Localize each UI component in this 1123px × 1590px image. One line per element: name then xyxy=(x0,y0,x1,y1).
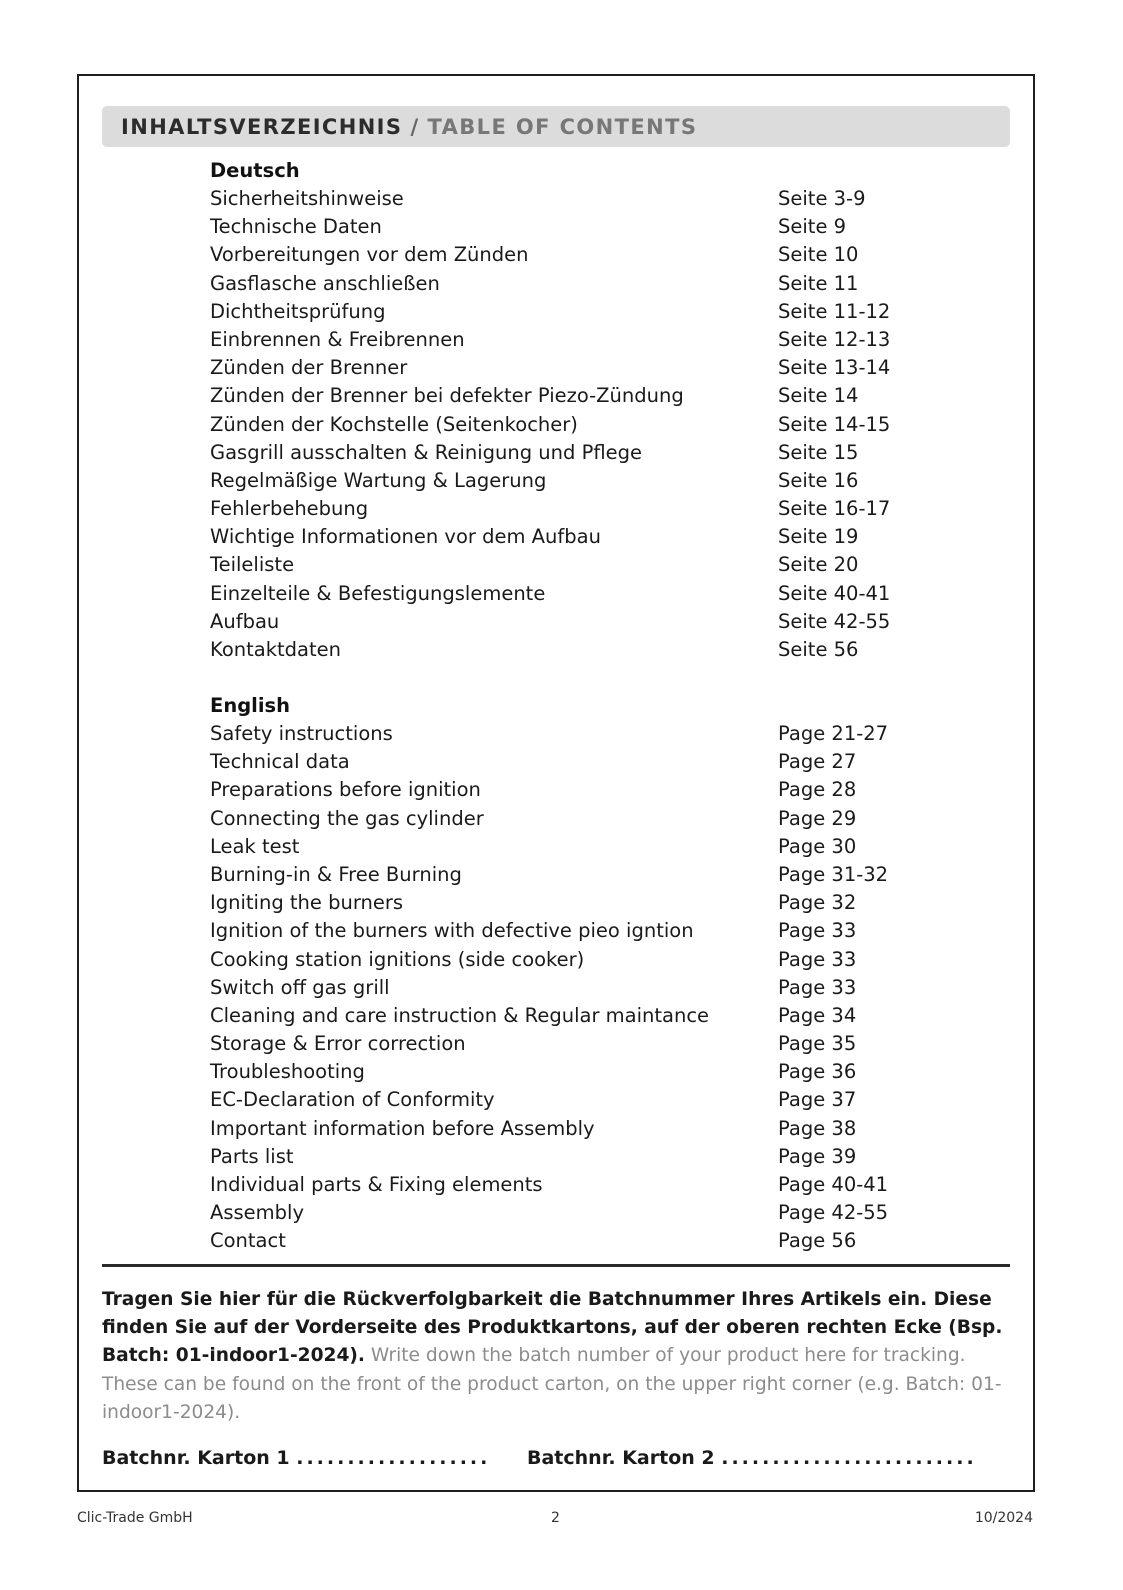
toc-entry-page: Seite 14-15 xyxy=(778,412,891,436)
batch-dots-carton-2: ......................... xyxy=(721,1447,977,1469)
toc-entry-title: Zünden der Brenner xyxy=(210,356,408,380)
toc-entry xyxy=(210,889,910,917)
toc-entry-title: Einbrennen & Freibrennen xyxy=(210,327,465,351)
toc-entry-title: Safety instructions xyxy=(210,722,393,745)
toc-entry-title: Gasflasche anschließen xyxy=(210,271,440,295)
toc-entry xyxy=(210,439,910,467)
toc-title-de: INHALTSVERZEICHNIS xyxy=(121,114,403,139)
toc-entry xyxy=(210,270,910,298)
toc-entry xyxy=(210,1058,910,1086)
toc-title-separator: / xyxy=(410,114,420,139)
toc-entry xyxy=(210,636,910,664)
toc-entry-page: Page 39 xyxy=(778,1144,857,1168)
toc-entry-title: Storage & Error correction xyxy=(210,1032,466,1056)
batch-field-carton-2 xyxy=(527,1444,977,1472)
toc-entry-page: Page 33 xyxy=(778,919,857,943)
toc-entry xyxy=(210,411,910,439)
toc-entry-title: Burning-in & Free Burning xyxy=(210,862,462,886)
footer-date: 10/2024 xyxy=(974,1510,1033,1526)
toc-entry-title: Zünden der Kochstelle (Seitenkocher) xyxy=(210,412,578,436)
toc-entry-page: Page 37 xyxy=(778,1088,857,1112)
toc-entry-title: Zünden der Brenner bei defekter Piezo-Zündung xyxy=(210,384,684,408)
toc-entry-page: Seite 16-17 xyxy=(778,497,891,521)
toc-entry-title: Ignition of the burners with defective pieo igntion xyxy=(210,919,694,943)
batch-label-carton-2: Batchnr. Karton 2 xyxy=(527,1447,715,1469)
toc-entry-page: Page 30 xyxy=(778,834,857,858)
toc-entry xyxy=(210,776,910,804)
toc-entry-page: Page 28 xyxy=(778,778,857,802)
toc-entry-title: Regelmäßige Wartung & Lagerung xyxy=(210,468,547,492)
section-heading-english: English xyxy=(210,694,291,717)
toc-entry-title: Assembly xyxy=(210,1201,304,1225)
batch-notice xyxy=(102,1286,1007,1427)
toc-entry xyxy=(210,1199,910,1227)
toc-entry-page: Page 29 xyxy=(778,806,857,830)
toc-entry xyxy=(210,917,910,945)
toc-list-english xyxy=(210,720,910,1256)
toc-entry-page: Seite 56 xyxy=(778,638,859,661)
toc-entry-page: Seite 40-41 xyxy=(778,581,891,605)
toc-entry-title: Connecting the gas cylinder xyxy=(210,806,484,830)
toc-entry xyxy=(210,720,910,748)
toc-list-deutsch xyxy=(210,185,910,664)
toc-entry xyxy=(210,833,910,861)
toc-entry xyxy=(210,467,910,495)
toc-entry-title: Wichtige Informationen vor dem Aufbau xyxy=(210,525,601,549)
toc-entry xyxy=(210,185,910,213)
toc-entry-title: Troubleshooting xyxy=(210,1060,365,1084)
section-heading-deutsch: Deutsch xyxy=(210,159,300,182)
batch-label-carton-1: Batchnr. Karton 1 xyxy=(102,1447,290,1469)
toc-entry xyxy=(210,805,910,833)
toc-entry-page: Seite 16 xyxy=(778,468,859,492)
toc-entry xyxy=(210,974,910,1002)
toc-entry-title: Technische Daten xyxy=(210,215,382,239)
toc-entry-title: Fehlerbehebung xyxy=(210,497,369,521)
toc-entry-page: Seite 12-13 xyxy=(778,327,891,351)
toc-entry-page: Page 35 xyxy=(778,1032,857,1056)
toc-entry xyxy=(210,861,910,889)
batch-notice-de: Tragen Sie hier für die Rückverfolgbarkeit die Batchnummer Ihres Artikels ein. Diese finden Sie auf der Vorderseite des Produktkartons, auf der oberen rechten Ecke (Bsp. Batch: 01-indoor1-2024). xyxy=(102,1289,1003,1367)
toc-entry-title: Preparations before ignition xyxy=(210,778,481,802)
batch-notice-en: Write down the batch number of your product here for tracking. These can be found on the front of the product carton, on the upper right corner (e.g. Batch: 01-indoor1-2024). xyxy=(102,1345,1002,1423)
toc-entry-title: Technical data xyxy=(210,750,350,774)
toc-entry-page: Page 32 xyxy=(778,891,857,915)
toc-entry-page: Seite 42-55 xyxy=(778,609,891,633)
batch-dots-carton-1: ................... xyxy=(296,1447,491,1469)
toc-entry-title: Gasgrill ausschalten & Reinigung und Pflege xyxy=(210,440,642,464)
toc-entry xyxy=(210,354,910,382)
toc-entry-page: Seite 10 xyxy=(778,243,859,267)
toc-entry xyxy=(210,1171,910,1199)
toc-entry-page: Seite 11-12 xyxy=(778,299,891,323)
toc-entry xyxy=(210,326,910,354)
footer-page-number: 2 xyxy=(551,1510,560,1526)
toc-entry-title: Cooking station ignitions (side cooker) xyxy=(210,947,585,971)
toc-entry-page: Page 21-27 xyxy=(778,722,889,745)
toc-entry xyxy=(210,946,910,974)
toc-entry xyxy=(210,1086,910,1114)
toc-entry-title: Teileliste xyxy=(210,553,295,577)
batch-field-carton-1 xyxy=(102,1444,490,1472)
toc-entry xyxy=(210,1002,910,1030)
toc-entry-page: Page 31-32 xyxy=(778,862,889,886)
divider xyxy=(102,1264,1010,1267)
toc-entry-page: Seite 20 xyxy=(778,553,859,577)
toc-entry-page: Seite 3-9 xyxy=(778,187,866,210)
toc-entry-title: Switch off gas grill xyxy=(210,975,390,999)
toc-entry-title: Einzelteile & Befestigungslemente xyxy=(210,581,546,605)
toc-entry-page: Page 34 xyxy=(778,1003,857,1027)
toc-entry-page: Seite 11 xyxy=(778,271,859,295)
toc-entry xyxy=(210,551,910,579)
toc-entry xyxy=(210,495,910,523)
toc-entry xyxy=(210,748,910,776)
toc-entry-page: Seite 19 xyxy=(778,525,859,549)
toc-entry-title: Important information before Assembly xyxy=(210,1116,595,1140)
toc-entry-title: Igniting the burners xyxy=(210,891,404,915)
toc-entry-title: EC-Declaration of Conformity xyxy=(210,1088,495,1112)
toc-entry-title: Contact xyxy=(210,1229,286,1253)
toc-entry-title: Aufbau xyxy=(210,609,280,633)
toc-entry xyxy=(210,213,910,241)
toc-entry-page: Page 33 xyxy=(778,947,857,971)
toc-entry xyxy=(210,608,910,636)
toc-title-en: TABLE OF CONTENTS xyxy=(427,114,698,139)
toc-entry-page: Page 27 xyxy=(778,750,857,774)
toc-entry-page: Page 42-55 xyxy=(778,1201,889,1225)
toc-entry-page: Seite 13-14 xyxy=(778,356,891,380)
toc-entry xyxy=(210,1143,910,1171)
toc-entry xyxy=(210,523,910,551)
toc-entry-title: Individual parts & Fixing elements xyxy=(210,1173,543,1196)
footer-company: Clic-Trade GmbH xyxy=(77,1510,193,1526)
toc-entry-title: Kontaktdaten xyxy=(210,638,341,661)
toc-entry xyxy=(210,298,910,326)
toc-entry xyxy=(210,382,910,410)
toc-entry-page: Seite 9 xyxy=(778,215,847,239)
toc-entry-page: Page 33 xyxy=(778,975,857,999)
toc-entry xyxy=(210,1115,910,1143)
toc-entry-title: Leak test xyxy=(210,834,300,858)
toc-entry xyxy=(210,580,910,608)
toc-entry-page: Seite 15 xyxy=(778,440,859,464)
toc-entry-title: Parts list xyxy=(210,1144,294,1168)
toc-entry-page: Page 56 xyxy=(778,1229,857,1253)
toc-entry xyxy=(210,1030,910,1058)
toc-entry-page: Seite 14 xyxy=(778,384,859,408)
toc-entry-title: Sicherheitshinweise xyxy=(210,187,404,210)
toc-entry-page: Page 40-41 xyxy=(778,1173,889,1196)
toc-entry-title: Dichtheitsprüfung xyxy=(210,299,386,323)
toc-header xyxy=(102,106,1010,147)
toc-entry-page: Page 38 xyxy=(778,1116,857,1140)
toc-entry-title: Cleaning and care instruction & Regular maintance xyxy=(210,1003,710,1027)
toc-entry-title: Vorbereitungen vor dem Zünden xyxy=(210,243,529,267)
toc-entry xyxy=(210,241,910,269)
toc-entry xyxy=(210,1227,910,1255)
toc-entry-page: Page 36 xyxy=(778,1060,857,1084)
